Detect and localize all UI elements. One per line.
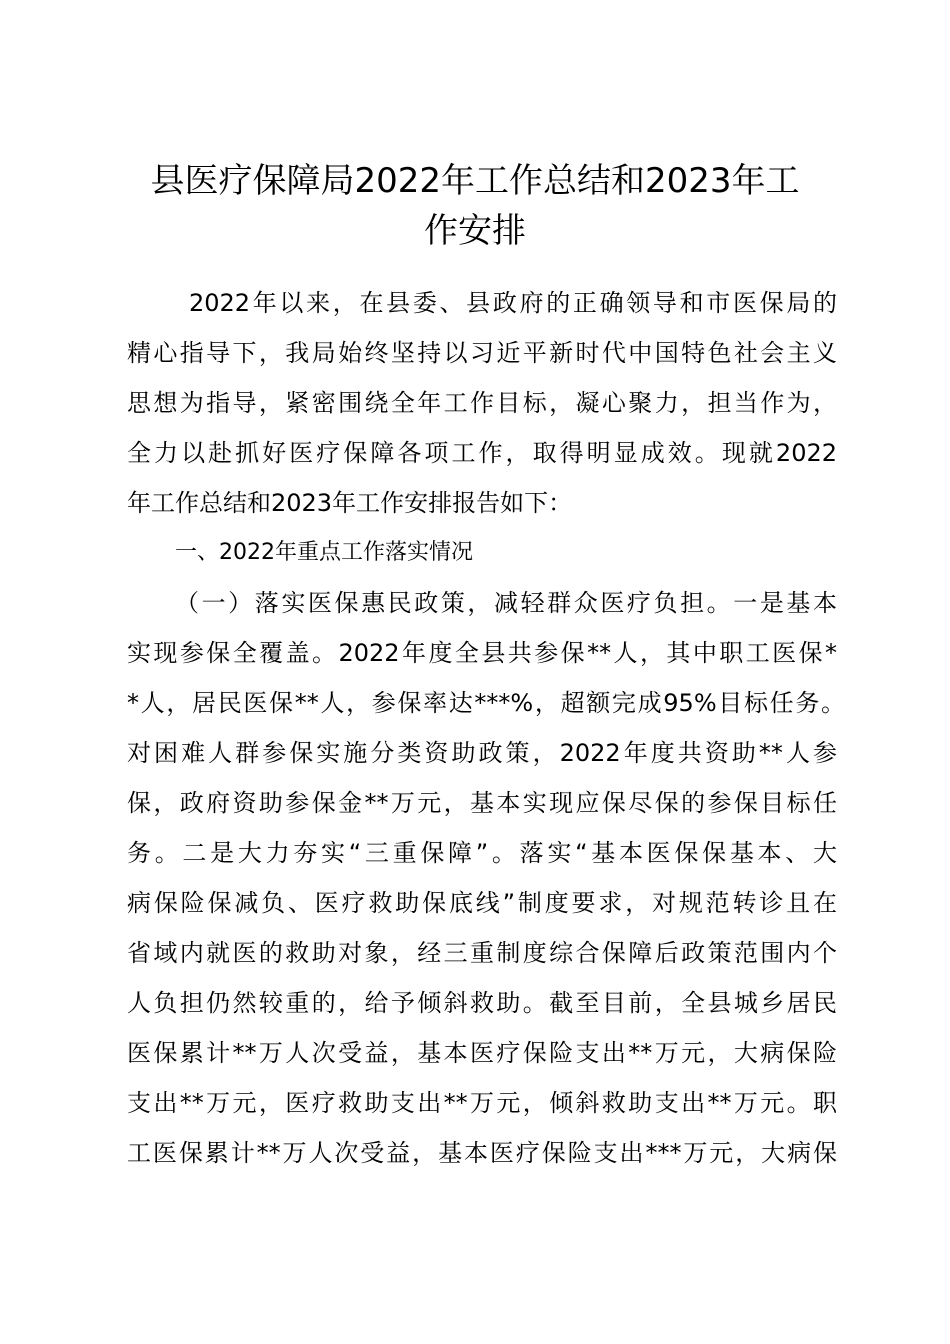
- body-paragraph-line: 实现参保全覆盖。2022年度全县共参保**人，其中职工医保*: [127, 639, 837, 667]
- body-paragraph-line: 工医保累计**万人次受益，基本医疗保险支出***万元，大病保: [127, 1139, 837, 1167]
- intro-paragraph-line: 精心指导下，我局始终坚持以习近平新时代中国特色社会主义: [127, 339, 837, 367]
- body-paragraph-line: （一）落实医保惠民政策，减轻群众医疗负担。一是基本: [175, 589, 837, 617]
- document-title-line-1: 县医疗保障局2022年工作总结和2023年工: [150, 161, 800, 201]
- intro-paragraph-line: 思想为指导，紧密围绕全年工作目标，凝心聚力，担当作为，: [127, 389, 837, 417]
- intro-paragraph-line: 2022年以来，在县委、县政府的正确领导和市医保局的: [189, 289, 837, 317]
- body-paragraph-line: 人负担仍然较重的，给予倾斜救助。截至目前，全县城乡居民: [127, 989, 837, 1017]
- body-paragraph-line: 病保险保减负、医疗救助保底线”制度要求，对规范转诊且在: [127, 889, 837, 917]
- document-title-line-2: 作安排: [424, 211, 526, 251]
- intro-paragraph-line: 全力以赴抓好医疗保障各项工作，取得明显成效。现就2022: [127, 439, 837, 467]
- body-paragraph-line: 医保累计**万人次受益，基本医疗保险支出**万元，大病保险: [127, 1039, 837, 1067]
- body-paragraph-line: 省域内就医的救助对象，经三重制度综合保障后政策范围内个: [127, 939, 837, 967]
- body-paragraph-line: 支出**万元，医疗救助支出**万元，倾斜救助支出**万元。职: [127, 1089, 837, 1117]
- intro-paragraph-line: 年工作总结和2023年工作安排报告如下：: [127, 489, 573, 517]
- body-paragraph-line: 保，政府资助参保金**万元，基本实现应保尽保的参保目标任: [127, 789, 837, 817]
- body-paragraph-line: 对困难人群参保实施分类资助政策，2022年度共资助**人参: [127, 739, 837, 767]
- body-paragraph-line: 务。二是大力夯实“三重保障”。落实“基本医保保基本、大: [127, 839, 837, 867]
- section-heading: 一、2022年重点工作落实情况: [175, 540, 473, 565]
- body-paragraph-line: *人，居民医保**人，参保率达***%，超额完成95%目标任务。: [127, 689, 845, 717]
